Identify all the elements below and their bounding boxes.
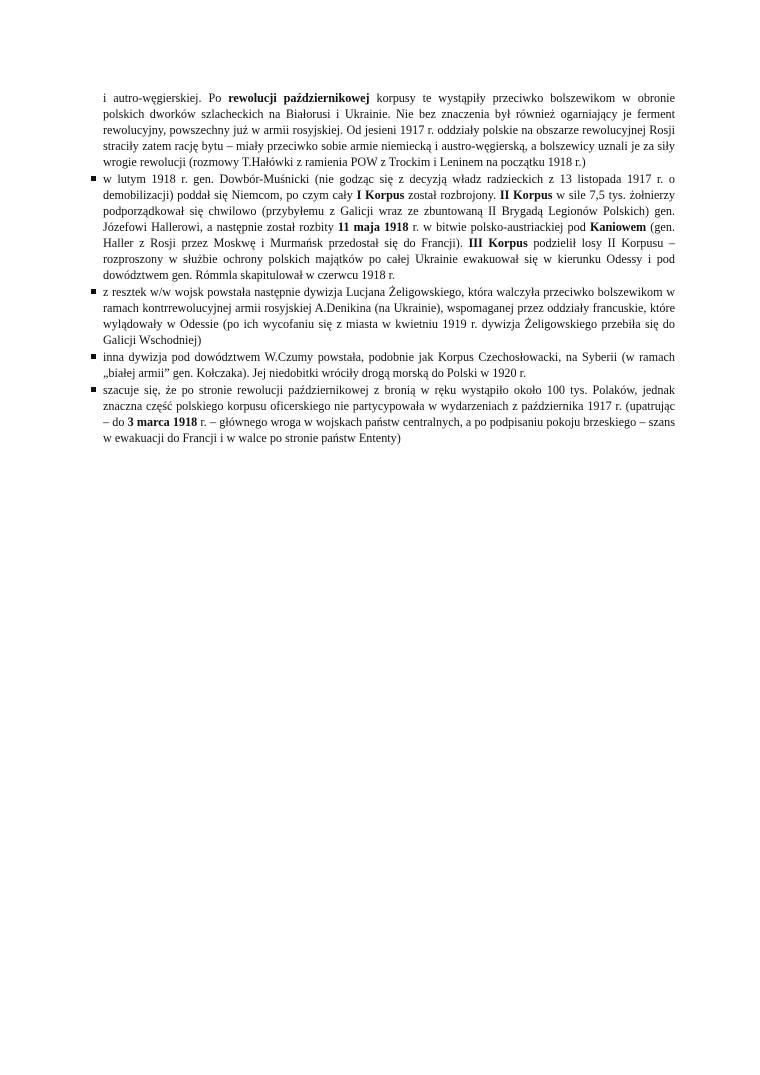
bullet-4-bold-1: 3 marca 1918 bbox=[127, 415, 198, 429]
bullet-1-text-6: podzielił losy II Korpusu – rozproszony w służbie ochrony polskich majątków po całej Ukrainie ewakuował się w kierunku Odessy i pod dowództwem gen. Rómmla skapitulował w czerwcu 1918 r. bbox=[103, 236, 676, 282]
bullet-1-bold-3: 11 maja 1918 bbox=[337, 220, 409, 234]
bullet-1-text-5: (gen. Haller z Rosji przez Moskwę i Murmańsk przedostał się do Francji). bbox=[103, 220, 675, 250]
intro-bold-october-revolution: rewolucji październikowej bbox=[228, 91, 370, 105]
document-page bbox=[103, 90, 675, 447]
bullet-item-february-1918 bbox=[103, 171, 675, 283]
bullet-4-text-1: szacuje się, że po stronie rewolucji październikowej z bronią w ręku wystąpiło około 100 tys. Polaków, jednak znaczna część polskiego korpusu oficerskiego nie partycypowała w wydarzeniach z października 1917 r. (upatrując – do bbox=[103, 383, 675, 429]
square-bullet-icon bbox=[91, 289, 96, 294]
square-bullet-icon bbox=[91, 387, 96, 392]
intro-paragraph bbox=[103, 90, 675, 170]
bullet-1-text-2: został rozbrojony. bbox=[404, 188, 500, 202]
bullet-list bbox=[103, 171, 675, 446]
bullet-1-bold-2: II Korpus bbox=[499, 188, 553, 202]
intro-text-1: i autro-węgierskiej. Po bbox=[103, 91, 229, 105]
bullet-1-text-4: r. w bitwie polsko-austriackiej pod bbox=[408, 220, 590, 234]
bullet-item-czuma-division bbox=[103, 349, 675, 381]
bullet-1-bold-4: Kaniowem bbox=[589, 220, 647, 234]
bullet-1-bold-1: I Korpus bbox=[356, 188, 405, 202]
bullet-1-text-3: w sile 7,5 tys. żołnierzy podporządkował się chwilowo (przybyłemu z Galicji wraz ze zbuntowaną II Brygadą Legionów Polskich) gen. Józefowi Hallerowi, a następnie został rozbity bbox=[103, 188, 675, 234]
intro-text-2: korpusy te wystąpiły przeciwko bolszewikom w obronie polskich dworków szlacheckich na Białorusi i Ukrainie. Nie bez znaczenia był również ogarniający je ferment rewolucyjny, powszechny już w armii rosyjskiej. Od jesieni 1917 r. oddziały polskie na obszarze rewolucyjnej Rosji straciły zatem rację bytu – miały przeciwko sobie armie niemiecką i austro-węgierską, a bolszewicy uznali je za siły wrogie rewolucji (rozmowy T.Hałówki z ramienia POW z Trockim i Leninem na początku 1918 r.) bbox=[103, 91, 675, 169]
bullet-3-text-1: inna dywizja pod dowództwem W.Czumy powstała, podobnie jak Korpus Czechosłowacki, na Syberii (w ramach „białej armii” gen. Kołczaka). Jej niedobitki wróciły drogą morską do Polski w 1920 r. bbox=[103, 350, 675, 380]
square-bullet-icon bbox=[91, 176, 96, 181]
square-bullet-icon bbox=[91, 354, 96, 359]
bullet-item-zeligowski-division bbox=[103, 284, 675, 348]
bullet-2-text-1: z resztek w/w wojsk powstała następnie dywizja Lucjana Żeligowskiego, która walczyła przeciwko bolszewikom w ramach kontrrewolucyjnej armii rosyjskiej A.Denikina (na Ukrainie), wspomaganej przez oddziały francuskie, które wylądowały w Odessie (po ich wycofaniu się z miasta w kwietniu 1919 r. dywizja Żeligowskiego przebiła się do Galicji Wschodniej) bbox=[103, 285, 675, 347]
bullet-4-text-2: r. – głównego wroga w wojskach państw centralnych, a po podpisaniu pokoju brzeskiego – szans w ewakuacji do Francji i w walce po stronie państw Ententy) bbox=[103, 415, 675, 445]
bullet-item-estimate bbox=[103, 382, 675, 446]
bullet-1-text-1: w lutym 1918 r. gen. Dowbór-Muśnicki (nie godząc się z decyzją władz radzieckich z 13 listopada 1917 r. o demobilizacji) poddał się Niemcom, po czym cały bbox=[103, 172, 675, 202]
bullet-1-bold-5: III Korpus bbox=[468, 236, 528, 250]
